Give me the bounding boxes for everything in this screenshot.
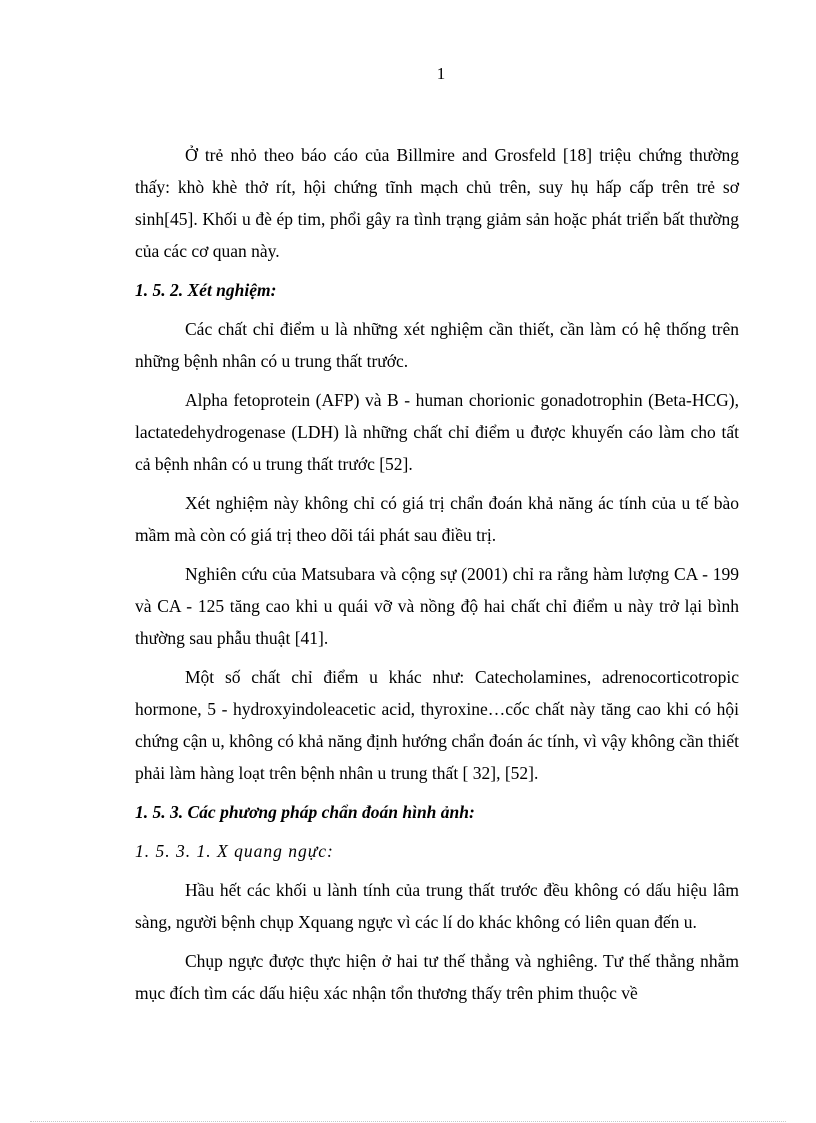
paragraph-other-markers: Một số chất chỉ điểm u khác như: Catecholamines, adrenocorticotropic hormone, 5 - hydroxyindoleacetic acid, thyroxine…cốc chất này tăng cao khi có hội chứng cận u, không có khả năng định hướng chẩn đoán ác tính, vì vậy không cần thiết phải làm hàng loạt trên bệnh nhân u trung thất [ 32], [52].: [135, 667, 739, 783]
page-bottom-border: [30, 1121, 786, 1122]
subsection-heading-xray: 1. 5. 3. 1. X quang ngực:: [135, 841, 334, 861]
document-body: [135, 139, 739, 1016]
paragraph-symptoms: Ở trẻ nhỏ theo báo cáo của Billmire and Grosfeld [18] triệu chứng thường thấy: khò khè thở rít, hội chứng tĩnh mạch chủ trên, suy hụ hấp cấp trên trẻ sơ sinh[45]. Khối u đè ép tim, phổi gây ra tình trạng giảm sản hoặc phát triển bất thường của các cơ quan này.: [135, 145, 739, 261]
paragraph-test-value: Xét nghiệm này không chỉ có giá trị chẩn đoán khả năng ác tính của u tế bào mầm mà còn có giá trị theo dõi tái phát sau điều trị.: [135, 493, 739, 545]
paragraph-benign-tumors: Hầu hết các khối u lành tính của trung thất trước đều không có dấu hiệu lâm sàng, người bệnh chụp Xquang ngực vì các lí do khác không có liên quan đến u.: [135, 880, 739, 932]
section-heading-imaging: 1. 5. 3. Các phương pháp chẩn đoán hình ảnh:: [135, 802, 475, 822]
paragraph-matsubara: Nghiên cứu của Matsubara và cộng sự (2001) chỉ ra rằng hàm lượng CA - 199 và CA - 125 tăng cao khi u quái vỡ và nồng độ hai chất chỉ điểm u này trở lại bình thường sau phẫu thuật [41].: [135, 564, 739, 648]
paragraph-tumor-markers: Các chất chỉ điểm u là những xét nghiệm cần thiết, cần làm có hệ thống trên những bệnh nhân có u trung thất trước.: [135, 319, 739, 371]
paragraph-afp-hcg: Alpha fetoprotein (AFP) và B - human chorionic gonadotrophin (Beta-HCG), lactatedehydrogenase (LDH) là những chất chỉ điểm u được khuyến cáo làm cho tất cả bệnh nhân có u trung thất trước [52].: [135, 390, 739, 474]
paragraph-chest-xray: Chụp ngực được thực hiện ở hai tư thế thẳng và nghiêng. Tư thế thẳng nhằm mục đích tìm các dấu hiệu xác nhận tổn thương thấy trên phim thuộc về: [135, 951, 739, 1003]
section-heading-tests: 1. 5. 2. Xét nghiệm:: [135, 280, 277, 300]
page-number: 1: [436, 64, 446, 83]
